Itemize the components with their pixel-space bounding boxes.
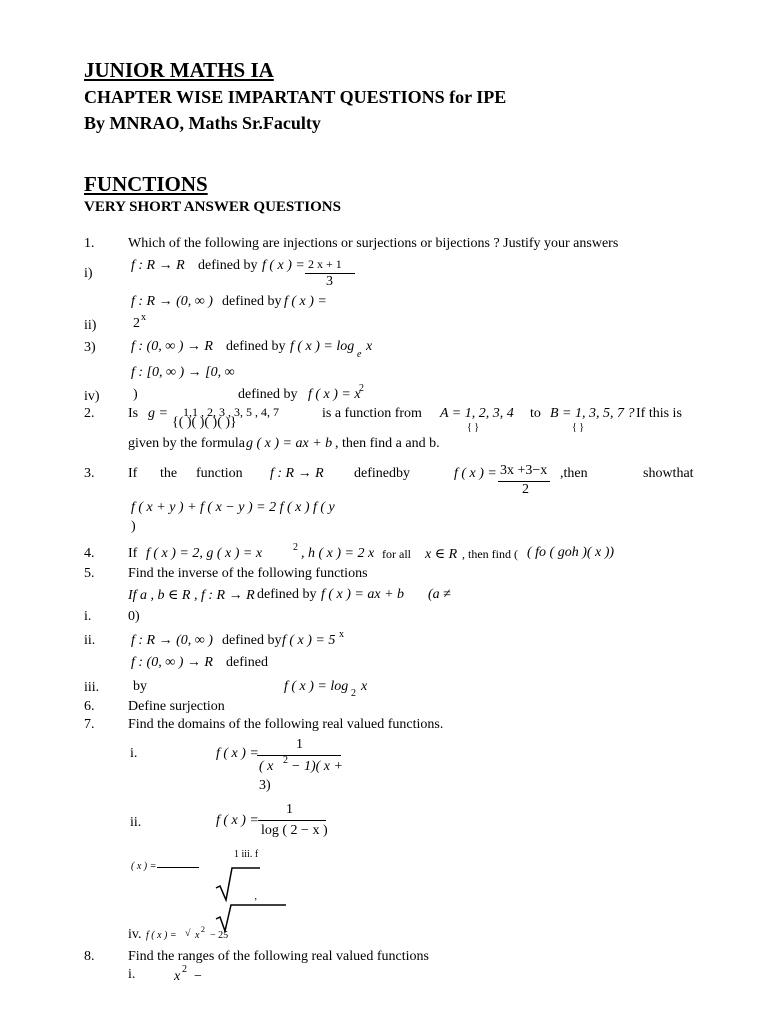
q5-i-label: i. — [84, 609, 92, 624]
q2-is: Is — [128, 406, 139, 421]
q3-definedby: definedby — [354, 466, 410, 481]
q7-iii-left: ( x ) = — [131, 861, 157, 872]
q6-number: 6. — [84, 699, 95, 714]
q7-i-den-part1: ( x — [259, 759, 274, 774]
q1-i-denominator: 3 — [326, 274, 333, 289]
q7-iv-label: iv. — [128, 927, 142, 942]
q4-exponent: 2 — [293, 542, 298, 553]
q5-ii-defined: defined by — [222, 633, 282, 648]
q2-set-b-braces: { } — [572, 422, 585, 433]
q7-iv-exponent: 2 — [201, 925, 205, 934]
q5-linear: f ( x ) = ax + b — [321, 587, 405, 602]
q1-i-label: i) — [84, 266, 93, 281]
q5-iii-fx: f ( x ) = log — [284, 679, 349, 694]
q3-numerator: 3x +3−x — [500, 463, 548, 478]
q2-set-a: A = 1, 2, 3, 4 — [440, 406, 514, 421]
q4-find: , then find ( — [462, 547, 518, 561]
q7-iv-expression: x — [195, 930, 200, 941]
q7-i-den-exponent: 2 — [283, 755, 288, 766]
q1-i-fx: f ( x ) = — [262, 258, 305, 273]
q3-denominator: 2 — [522, 482, 529, 497]
q4-for-all: for all — [382, 547, 411, 561]
q1-ii-fx: f ( x ) = — [284, 294, 327, 309]
q1-number: 1. — [84, 236, 95, 251]
q1-iii-defined: defined by — [226, 339, 286, 354]
q7-i-den-part3: 3) — [259, 778, 271, 793]
q1-iii-variable: x — [366, 339, 373, 354]
q3-identity-close: ) — [131, 519, 136, 534]
q1-iv-defined: defined by — [238, 387, 298, 402]
q7-iv-rest: − 25 — [210, 930, 229, 941]
q7-iii-top: 1 iii. f — [234, 849, 259, 860]
q2-pairs: 1,1 , 2, 3 , 3, 5 , 4, 7 — [183, 405, 279, 419]
q1-iv-paren: ) — [133, 387, 138, 402]
document-author: By MNRAO, Maths Sr.Faculty — [84, 113, 321, 133]
q7-iv-radical: √ — [185, 928, 191, 939]
q2-to: to — [530, 406, 541, 421]
q1-iii-map: f : (0, ∞ ) → R — [131, 339, 213, 354]
q2-set-b: B = 1, 3, 5, 7 ? — [550, 406, 635, 421]
q8-i-expression: x — [174, 969, 181, 984]
q4-composition: ( fo ( goh )( x )) — [527, 545, 615, 560]
q7-iv-radical-icon — [214, 901, 286, 933]
q8-i-exponent: 2 — [182, 964, 187, 975]
q2-brackets: {( )( )( )( )} — [172, 415, 237, 430]
q1-i-numerator: 2 x + 1 — [308, 257, 342, 271]
q1-iii-fx: f ( x ) = log — [290, 339, 355, 354]
q5-iii-by: by — [133, 679, 147, 694]
q3-if: If — [128, 466, 138, 481]
q7-text: Find the domains of the following real valued functions. — [128, 717, 444, 732]
q8-text: Find the ranges of the following real valued functions — [128, 949, 429, 964]
q5-iii-base: 2 — [351, 688, 356, 699]
q1-text: Which of the following are injections or surjections or bijections ? Justify your answers — [128, 236, 619, 251]
q5-a-not-equal: (a ≠ — [428, 587, 451, 602]
q6-text: Define surjection — [128, 699, 225, 714]
q7-number: 7. — [84, 717, 95, 732]
q7-ii-numerator: 1 — [286, 802, 293, 817]
q2-g: g = — [148, 406, 168, 421]
q1-iv-exponent: 2 — [359, 383, 364, 394]
q1-i-map: f : R → R — [131, 258, 185, 273]
q7-ii-label: ii. — [130, 815, 142, 830]
q7-ii-denominator: log ( 2 − x ) — [261, 823, 328, 838]
q2-if-this-is: If this is — [636, 406, 682, 421]
q5-iii-label: iii. — [84, 680, 100, 695]
q5-ii-map: f : R → (0, ∞ ) — [131, 633, 213, 648]
q7-i-den-part2: − 1)( x + — [291, 759, 343, 774]
q4-functions: f ( x ) = 2, g ( x ) = x — [146, 546, 263, 561]
q3-number: 3. — [84, 466, 95, 481]
q4-domain: x ∈ R — [425, 547, 458, 562]
q7-iv-fx: f ( x ) = — [146, 930, 177, 941]
q7-i-numerator: 1 — [296, 737, 303, 752]
q5-number: 5. — [84, 566, 95, 581]
q1-iv-map: f : [0, ∞ ) → [0, ∞ — [131, 365, 235, 380]
q2-set-a-braces: { } — [467, 422, 480, 433]
q7-i-fx: f ( x ) = — [216, 746, 259, 761]
q4-if: If — [128, 546, 138, 561]
q5-iii-map: f : (0, ∞ ) → R — [131, 655, 213, 670]
q1-ii-exponent: x — [141, 312, 146, 323]
q1-iv-label: iv) — [84, 389, 100, 404]
q5-iii-defined: defined — [226, 655, 268, 670]
q8-number: 8. — [84, 949, 95, 964]
document-subtitle: CHAPTER WISE IMPARTANT QUESTIONS for IPE — [84, 87, 507, 107]
q8-i-label: i. — [128, 967, 136, 982]
q1-iv-fx: f ( x ) = x — [308, 387, 361, 402]
q8-i-rest: − — [194, 969, 202, 984]
q3-showthat: showthat — [643, 466, 694, 481]
q3-the: the — [160, 466, 178, 481]
q3-identity: f ( x + y ) + f ( x − y ) = 2 f ( x ) f ( y — [131, 500, 335, 515]
q1-iii-base: e — [357, 349, 362, 360]
q7-i-fraction-bar — [257, 755, 341, 756]
section-title: FUNCTIONS — [84, 172, 208, 196]
q7-ii-fx: f ( x ) = — [216, 813, 259, 828]
q5-iii-variable: x — [361, 679, 368, 694]
q3-map: f : R → R — [270, 466, 324, 481]
q4-h: , h ( x ) = 2 x — [301, 546, 375, 561]
q5-text: Find the inverse of the following functions — [128, 566, 368, 581]
q4-number: 4. — [84, 546, 95, 561]
q3-function: function — [196, 466, 243, 481]
q7-iii-rule — [157, 867, 199, 868]
q1-ii-defined: defined by — [222, 294, 282, 309]
q3-fx: f ( x ) = — [454, 466, 497, 481]
q2-line2-formula: g ( x ) = ax + b — [246, 436, 333, 451]
q2-line2-given: given by the formula — [128, 436, 246, 451]
q1-ii-map: f : R → (0, ∞ ) — [131, 294, 213, 309]
q1-ii-label: ii) — [84, 318, 97, 333]
q5-ii-fx: f ( x ) = 5 — [282, 633, 336, 648]
q3-then: ,then — [560, 466, 588, 481]
q5-defined-by: defined by — [257, 587, 317, 602]
q2-line2-end: , then find a and b. — [335, 436, 440, 451]
document-title: JUNIOR MATHS IA — [84, 58, 274, 82]
q5-i-cont: 0) — [128, 609, 140, 624]
q2-middle-text: is a function from — [322, 406, 422, 421]
q2-number: 2. — [84, 406, 95, 421]
section-subtitle: VERY SHORT ANSWER QUESTIONS — [84, 199, 341, 215]
q1-ii-value: 2 — [133, 316, 140, 331]
q7-ii-fraction-bar — [258, 820, 326, 821]
q1-iii-label: 3) — [84, 340, 96, 355]
q5-condition: If a , b ∈ R , f : R → R — [128, 588, 255, 603]
q1-i-defined: defined by — [198, 258, 258, 273]
q7-i-label: i. — [130, 746, 138, 761]
q5-ii-label: ii. — [84, 633, 96, 648]
q7-iii-bottom: ‚ — [254, 891, 258, 902]
q5-ii-exponent: x — [339, 629, 344, 640]
